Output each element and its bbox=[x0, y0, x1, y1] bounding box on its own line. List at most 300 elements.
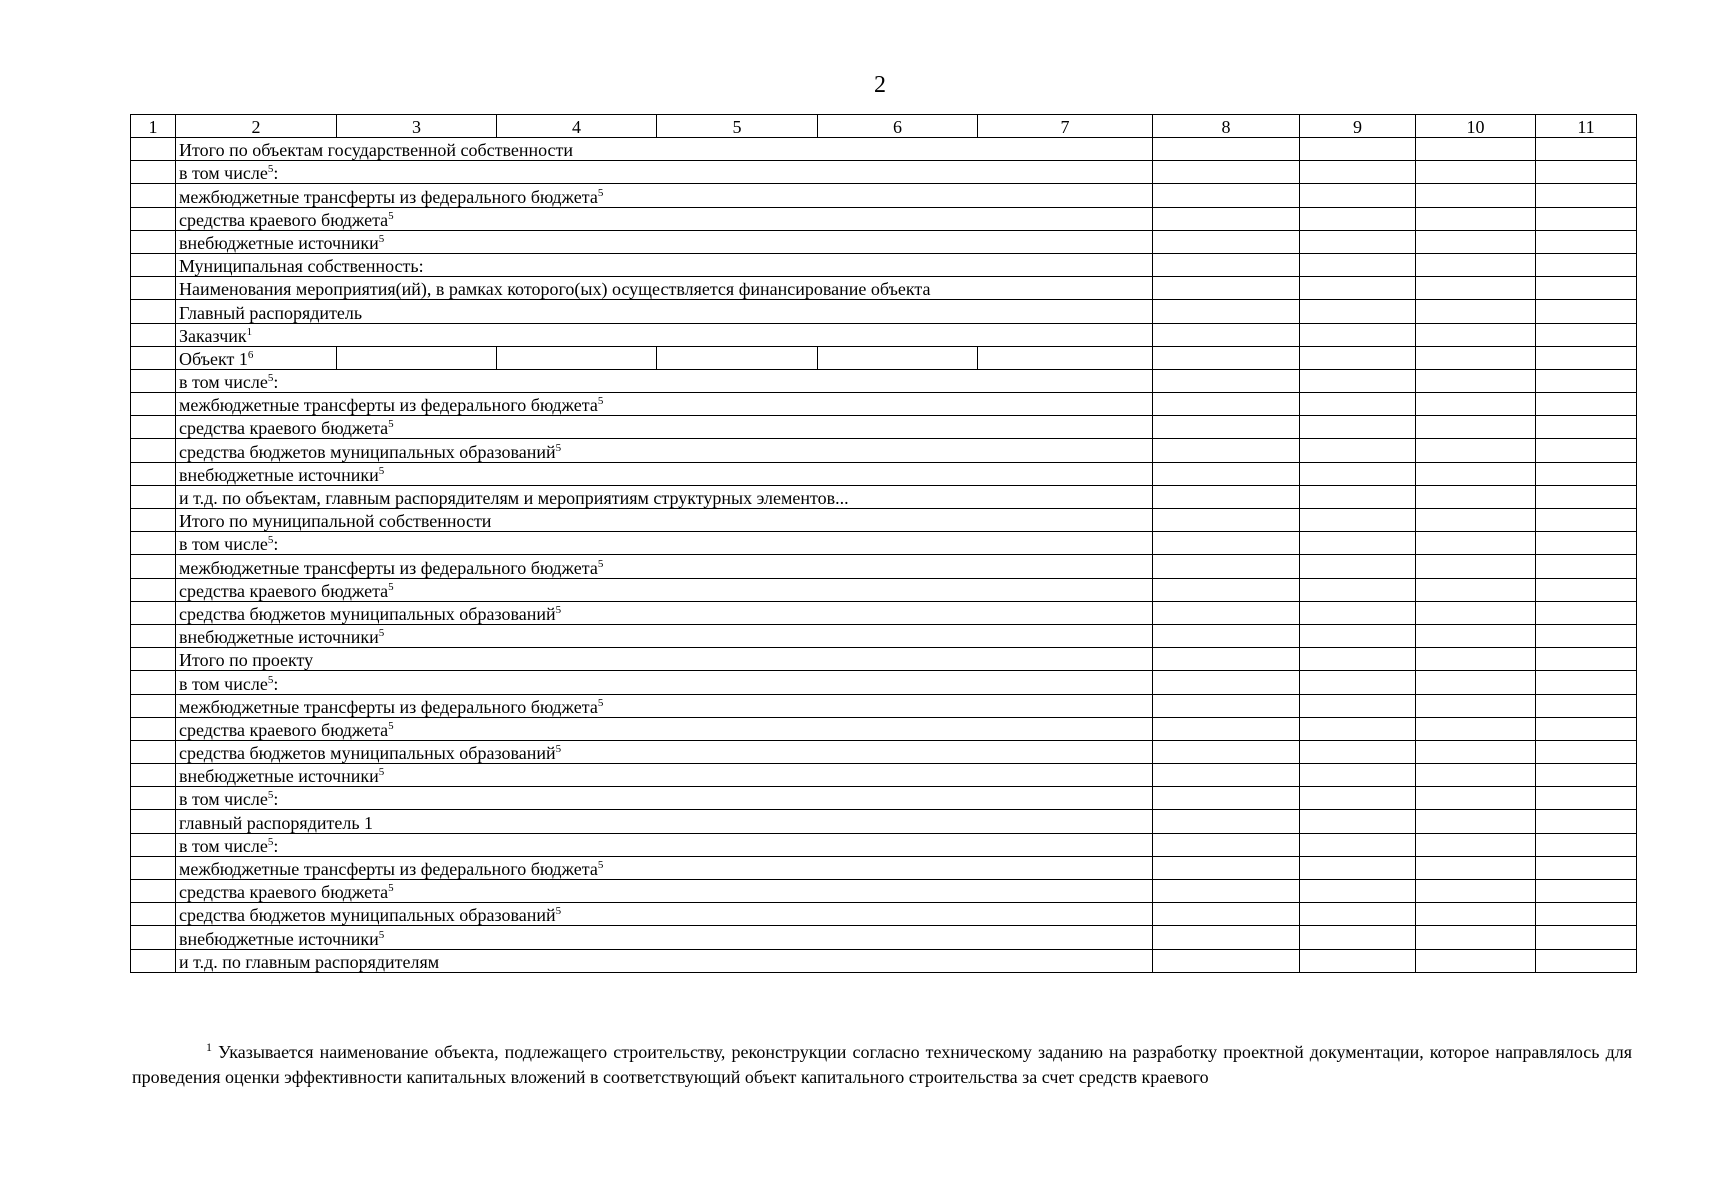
column-number: 8 bbox=[1153, 115, 1300, 138]
value-cell bbox=[1416, 184, 1536, 207]
row-number-cell bbox=[131, 462, 176, 485]
row-number-cell bbox=[131, 346, 176, 369]
row-label-cell bbox=[176, 740, 1153, 763]
value-cell bbox=[1536, 833, 1637, 856]
row-label-cell bbox=[176, 138, 1153, 161]
value-cell bbox=[1416, 949, 1536, 972]
column-number: 10 bbox=[1416, 115, 1536, 138]
footnote bbox=[132, 1040, 1632, 1090]
row-label: в том числе bbox=[179, 789, 268, 810]
row-label-cell bbox=[176, 532, 1153, 555]
row-label: и т.д. по главным распорядителям bbox=[179, 951, 440, 972]
row-number-cell bbox=[131, 555, 176, 578]
value-cell bbox=[1416, 346, 1536, 369]
row-label: внебюджетные источники bbox=[179, 766, 379, 787]
row-number-cell bbox=[131, 671, 176, 694]
table-row bbox=[131, 949, 1637, 972]
value-cell bbox=[1153, 230, 1300, 253]
footnote-ref: 5 bbox=[378, 766, 385, 779]
table-row bbox=[131, 462, 1637, 485]
value-cell bbox=[1153, 393, 1300, 416]
value-cell bbox=[1416, 926, 1536, 949]
value-cell bbox=[1300, 926, 1416, 949]
value-cell bbox=[1153, 624, 1300, 647]
row-label: средства краевого бюджета bbox=[179, 209, 389, 230]
footnote-ref: 5 bbox=[378, 464, 385, 477]
footnote-ref: 5 bbox=[267, 163, 274, 176]
column-number: 3 bbox=[337, 115, 497, 138]
table-row bbox=[131, 555, 1637, 578]
footnote-ref: 5 bbox=[388, 418, 394, 431]
row-label: межбюджетные трансферты из федерального бюджета bbox=[179, 395, 598, 416]
table-row bbox=[131, 369, 1637, 392]
table-row bbox=[131, 253, 1637, 276]
row-label: Объект 1 bbox=[179, 348, 248, 369]
row-label: внебюджетные источники bbox=[179, 627, 379, 648]
table-row bbox=[131, 717, 1637, 740]
column-number: 7 bbox=[978, 115, 1153, 138]
object-detail-cell bbox=[497, 346, 657, 369]
footnote-ref: 5 bbox=[267, 673, 274, 686]
row-label: внебюджетные источники bbox=[179, 232, 379, 253]
value-cell bbox=[1536, 903, 1637, 926]
value-cell bbox=[1300, 717, 1416, 740]
table-row bbox=[131, 277, 1637, 300]
row-number-cell bbox=[131, 393, 176, 416]
row-label: в том числе bbox=[179, 534, 268, 555]
value-cell bbox=[1300, 207, 1416, 230]
value-cell bbox=[1153, 532, 1300, 555]
value-cell bbox=[1300, 485, 1416, 508]
row-label-cell bbox=[176, 253, 1153, 276]
value-cell bbox=[1416, 740, 1536, 763]
column-number: 11 bbox=[1536, 115, 1637, 138]
value-cell bbox=[1300, 555, 1416, 578]
table-row bbox=[131, 903, 1637, 926]
value-cell bbox=[1416, 369, 1536, 392]
footnote-ref: 5 bbox=[597, 395, 604, 408]
row-number-cell bbox=[131, 833, 176, 856]
row-number-cell bbox=[131, 717, 176, 740]
value-cell bbox=[1416, 833, 1536, 856]
row-label-cell bbox=[176, 485, 1153, 508]
value-cell bbox=[1300, 740, 1416, 763]
table-row bbox=[131, 300, 1637, 323]
table-row bbox=[131, 810, 1637, 833]
value-cell bbox=[1300, 230, 1416, 253]
value-cell bbox=[1153, 648, 1300, 671]
value-cell bbox=[1153, 810, 1300, 833]
row-label-cell bbox=[176, 671, 1153, 694]
row-label-cell bbox=[176, 903, 1153, 926]
table-row bbox=[131, 532, 1637, 555]
footnote-ref: 5 bbox=[267, 789, 274, 802]
value-cell bbox=[1536, 949, 1637, 972]
row-label: средства краевого бюджета bbox=[179, 882, 389, 903]
value-cell bbox=[1536, 787, 1637, 810]
table-row bbox=[131, 509, 1637, 532]
value-cell bbox=[1416, 439, 1536, 462]
value-cell bbox=[1153, 161, 1300, 184]
table-row bbox=[131, 138, 1637, 161]
footnote-ref: 6 bbox=[247, 348, 254, 361]
footnote-ref: 5 bbox=[378, 928, 385, 941]
row-label-cell bbox=[176, 764, 1153, 787]
value-cell bbox=[1153, 880, 1300, 903]
row-label: в том числе bbox=[179, 673, 268, 694]
row-number-cell bbox=[131, 624, 176, 647]
row-number-cell bbox=[131, 230, 176, 253]
value-cell bbox=[1416, 532, 1536, 555]
row-number-cell bbox=[131, 601, 176, 624]
value-cell bbox=[1153, 949, 1300, 972]
footnote-ref: 5 bbox=[555, 603, 562, 616]
column-number-row bbox=[131, 115, 1637, 138]
object-detail-cell bbox=[657, 346, 818, 369]
row-label-cell bbox=[176, 161, 1153, 184]
row-label: внебюджетные источники bbox=[179, 928, 379, 949]
value-cell bbox=[1153, 369, 1300, 392]
value-cell bbox=[1153, 578, 1300, 601]
row-number-cell bbox=[131, 810, 176, 833]
value-cell bbox=[1300, 509, 1416, 532]
value-cell bbox=[1536, 671, 1637, 694]
value-cell bbox=[1153, 555, 1300, 578]
row-label-cell bbox=[176, 694, 1153, 717]
row-label-suffix: : bbox=[273, 835, 279, 856]
value-cell bbox=[1300, 532, 1416, 555]
row-number-cell bbox=[131, 764, 176, 787]
table-row bbox=[131, 671, 1637, 694]
row-label-cell bbox=[176, 833, 1153, 856]
row-number-cell bbox=[131, 277, 176, 300]
footnote-ref: 5 bbox=[378, 627, 385, 640]
row-label: Заказчик bbox=[179, 325, 247, 346]
value-cell bbox=[1300, 161, 1416, 184]
table-row bbox=[131, 416, 1637, 439]
value-cell bbox=[1153, 740, 1300, 763]
row-label-cell bbox=[176, 346, 337, 369]
value-cell bbox=[1416, 856, 1536, 879]
value-cell bbox=[1300, 787, 1416, 810]
value-cell bbox=[1300, 903, 1416, 926]
value-cell bbox=[1536, 369, 1637, 392]
row-label: внебюджетные источники bbox=[179, 464, 379, 485]
row-label-suffix: : bbox=[273, 673, 279, 694]
footnote-ref: 5 bbox=[388, 882, 394, 895]
value-cell bbox=[1416, 717, 1536, 740]
value-cell bbox=[1153, 300, 1300, 323]
column-number: 5 bbox=[657, 115, 818, 138]
value-cell bbox=[1416, 764, 1536, 787]
value-cell bbox=[1300, 416, 1416, 439]
value-cell bbox=[1153, 833, 1300, 856]
footnote-ref: 5 bbox=[555, 441, 562, 454]
value-cell bbox=[1416, 416, 1536, 439]
value-cell bbox=[1536, 624, 1637, 647]
row-number-cell bbox=[131, 253, 176, 276]
value-cell bbox=[1300, 880, 1416, 903]
row-label-cell bbox=[176, 439, 1153, 462]
row-label: средства краевого бюджета bbox=[179, 719, 389, 740]
row-label: средства краевого бюджета bbox=[179, 580, 389, 601]
value-cell bbox=[1153, 509, 1300, 532]
table-row bbox=[131, 439, 1637, 462]
value-cell bbox=[1300, 138, 1416, 161]
value-cell bbox=[1300, 624, 1416, 647]
table-row bbox=[131, 694, 1637, 717]
row-label-cell bbox=[176, 926, 1153, 949]
row-label: Итого по муниципальной собственности bbox=[179, 511, 492, 532]
row-label: в том числе bbox=[179, 835, 268, 856]
value-cell bbox=[1416, 601, 1536, 624]
row-label-cell bbox=[176, 555, 1153, 578]
value-cell bbox=[1153, 787, 1300, 810]
value-cell bbox=[1416, 694, 1536, 717]
value-cell bbox=[1300, 949, 1416, 972]
footnote-ref: 1 bbox=[246, 325, 253, 338]
footnote-ref: 5 bbox=[388, 209, 394, 222]
object-detail-cell bbox=[818, 346, 978, 369]
value-cell bbox=[1153, 601, 1300, 624]
row-label: Наименования мероприятия(ий), в рамках которого(ых) осуществляется финансирование объекта bbox=[179, 279, 931, 300]
row-label: межбюджетные трансферты из федерального бюджета bbox=[179, 696, 598, 717]
table-row bbox=[131, 323, 1637, 346]
footnote-ref: 5 bbox=[555, 905, 562, 918]
value-cell bbox=[1153, 856, 1300, 879]
value-cell bbox=[1536, 764, 1637, 787]
value-cell bbox=[1153, 346, 1300, 369]
row-label-cell bbox=[176, 949, 1153, 972]
column-number: 6 bbox=[818, 115, 978, 138]
value-cell bbox=[1153, 926, 1300, 949]
value-cell bbox=[1416, 624, 1536, 647]
value-cell bbox=[1300, 462, 1416, 485]
value-cell bbox=[1536, 230, 1637, 253]
value-cell bbox=[1536, 694, 1637, 717]
row-label-cell bbox=[176, 323, 1153, 346]
footnote-text: Указывается наименование объекта, подлежащего строительству, реконструкции согласно техническому заданию на разработку проектной документации, которое направлялось для проведения оценки эффективности капитальных вложений в соответствующий объект капитального строительства за счет средств краевого bbox=[132, 1042, 1632, 1087]
value-cell bbox=[1153, 764, 1300, 787]
footnote-ref: 5 bbox=[597, 696, 604, 709]
value-cell bbox=[1153, 462, 1300, 485]
footnote-ref: 5 bbox=[267, 835, 274, 848]
table-body bbox=[131, 115, 1637, 973]
row-label-cell bbox=[176, 369, 1153, 392]
row-number-cell bbox=[131, 787, 176, 810]
row-number-cell bbox=[131, 161, 176, 184]
table-row bbox=[131, 787, 1637, 810]
row-number-cell bbox=[131, 509, 176, 532]
row-label-cell bbox=[176, 300, 1153, 323]
value-cell bbox=[1416, 880, 1536, 903]
table-row bbox=[131, 833, 1637, 856]
value-cell bbox=[1416, 300, 1536, 323]
value-cell bbox=[1536, 277, 1637, 300]
value-cell bbox=[1536, 393, 1637, 416]
row-label-cell bbox=[176, 787, 1153, 810]
value-cell bbox=[1300, 184, 1416, 207]
object-detail-cell bbox=[337, 346, 497, 369]
row-number-cell bbox=[131, 648, 176, 671]
value-cell bbox=[1153, 439, 1300, 462]
row-label-cell bbox=[176, 648, 1153, 671]
row-label-cell bbox=[176, 207, 1153, 230]
row-label: Итого по проекту bbox=[179, 650, 314, 671]
value-cell bbox=[1300, 833, 1416, 856]
row-label: в том числе bbox=[179, 372, 268, 393]
value-cell bbox=[1300, 439, 1416, 462]
row-label: межбюджетные трансферты из федерального бюджета bbox=[179, 557, 598, 578]
table-row bbox=[131, 161, 1637, 184]
row-label-cell bbox=[176, 277, 1153, 300]
table-row bbox=[131, 393, 1637, 416]
value-cell bbox=[1153, 184, 1300, 207]
value-cell bbox=[1416, 787, 1536, 810]
value-cell bbox=[1153, 671, 1300, 694]
value-cell bbox=[1536, 717, 1637, 740]
row-label-cell bbox=[176, 810, 1153, 833]
value-cell bbox=[1536, 648, 1637, 671]
value-cell bbox=[1153, 207, 1300, 230]
value-cell bbox=[1300, 671, 1416, 694]
value-cell bbox=[1536, 509, 1637, 532]
footnote-ref: 5 bbox=[597, 859, 604, 871]
table-row bbox=[131, 601, 1637, 624]
value-cell bbox=[1153, 138, 1300, 161]
row-label: межбюджетные трансферты из федерального бюджета bbox=[179, 859, 598, 879]
table-row bbox=[131, 230, 1637, 253]
row-label-cell bbox=[176, 880, 1153, 903]
column-number: 1 bbox=[131, 115, 176, 138]
table-row bbox=[131, 184, 1637, 207]
row-number-cell bbox=[131, 949, 176, 972]
row-number-cell bbox=[131, 138, 176, 161]
row-number-cell bbox=[131, 207, 176, 230]
table-row bbox=[131, 740, 1637, 763]
table-row bbox=[131, 764, 1637, 787]
value-cell bbox=[1153, 253, 1300, 276]
value-cell bbox=[1153, 903, 1300, 926]
row-label-cell bbox=[176, 578, 1153, 601]
value-cell bbox=[1416, 671, 1536, 694]
value-cell bbox=[1153, 323, 1300, 346]
value-cell bbox=[1153, 694, 1300, 717]
value-cell bbox=[1536, 578, 1637, 601]
row-number-cell bbox=[131, 532, 176, 555]
table-row bbox=[131, 648, 1637, 671]
row-label-suffix: : bbox=[273, 789, 279, 810]
row-label-cell bbox=[176, 416, 1153, 439]
value-cell bbox=[1153, 416, 1300, 439]
value-cell bbox=[1416, 253, 1536, 276]
row-number-cell bbox=[131, 578, 176, 601]
value-cell bbox=[1416, 555, 1536, 578]
row-label: Итого по объектам государственной собственности bbox=[179, 140, 574, 161]
footnote-ref: 5 bbox=[597, 557, 604, 570]
footnote-marker: 1 bbox=[206, 1040, 212, 1054]
value-cell bbox=[1536, 856, 1637, 879]
row-label: средства краевого бюджета bbox=[179, 418, 389, 439]
value-cell bbox=[1416, 207, 1536, 230]
row-label-cell bbox=[176, 393, 1153, 416]
row-label: межбюджетные трансферты из федерального бюджета bbox=[179, 186, 598, 207]
value-cell bbox=[1153, 277, 1300, 300]
value-cell bbox=[1300, 277, 1416, 300]
value-cell bbox=[1536, 601, 1637, 624]
table-row bbox=[131, 346, 1637, 369]
row-number-cell bbox=[131, 300, 176, 323]
value-cell bbox=[1416, 277, 1536, 300]
value-cell bbox=[1300, 393, 1416, 416]
column-number: 2 bbox=[176, 115, 337, 138]
value-cell bbox=[1300, 764, 1416, 787]
row-number-cell bbox=[131, 184, 176, 207]
row-label: Муниципальная собственность: bbox=[179, 256, 424, 277]
value-cell bbox=[1416, 509, 1536, 532]
row-number-cell bbox=[131, 926, 176, 949]
footnote-ref: 5 bbox=[388, 719, 394, 732]
row-number-cell bbox=[131, 369, 176, 392]
value-cell bbox=[1536, 300, 1637, 323]
table-row bbox=[131, 624, 1637, 647]
row-label-cell bbox=[176, 462, 1153, 485]
row-number-cell bbox=[131, 856, 176, 879]
value-cell bbox=[1416, 578, 1536, 601]
row-number-cell bbox=[131, 880, 176, 903]
value-cell bbox=[1416, 230, 1536, 253]
footnote-ref: 5 bbox=[388, 580, 394, 593]
value-cell bbox=[1153, 485, 1300, 508]
value-cell bbox=[1416, 648, 1536, 671]
row-label-cell bbox=[176, 230, 1153, 253]
value-cell bbox=[1416, 161, 1536, 184]
table-row bbox=[131, 485, 1637, 508]
row-number-cell bbox=[131, 485, 176, 508]
row-number-cell bbox=[131, 694, 176, 717]
value-cell bbox=[1300, 369, 1416, 392]
value-cell bbox=[1536, 346, 1637, 369]
row-number-cell bbox=[131, 416, 176, 439]
table-row bbox=[131, 880, 1637, 903]
value-cell bbox=[1536, 926, 1637, 949]
value-cell bbox=[1536, 532, 1637, 555]
value-cell bbox=[1416, 485, 1536, 508]
row-label: средства бюджетов муниципальных образований bbox=[179, 441, 556, 462]
row-number-cell bbox=[131, 439, 176, 462]
value-cell bbox=[1536, 416, 1637, 439]
value-cell bbox=[1536, 439, 1637, 462]
value-cell bbox=[1300, 323, 1416, 346]
value-cell bbox=[1300, 648, 1416, 671]
table-row bbox=[131, 578, 1637, 601]
footnote-ref: 5 bbox=[378, 232, 385, 245]
row-label-cell bbox=[176, 624, 1153, 647]
row-label-suffix: : bbox=[273, 372, 279, 393]
row-label: в том числе bbox=[179, 163, 268, 184]
row-number-cell bbox=[131, 740, 176, 763]
value-cell bbox=[1536, 138, 1637, 161]
row-number-cell bbox=[131, 903, 176, 926]
row-label-cell bbox=[176, 601, 1153, 624]
budget-table bbox=[130, 114, 1637, 973]
footnote-ref: 5 bbox=[555, 743, 562, 756]
row-label: Главный распорядитель bbox=[179, 302, 363, 323]
value-cell bbox=[1416, 393, 1536, 416]
value-cell bbox=[1300, 346, 1416, 369]
value-cell bbox=[1536, 207, 1637, 230]
object-detail-cell bbox=[978, 346, 1153, 369]
